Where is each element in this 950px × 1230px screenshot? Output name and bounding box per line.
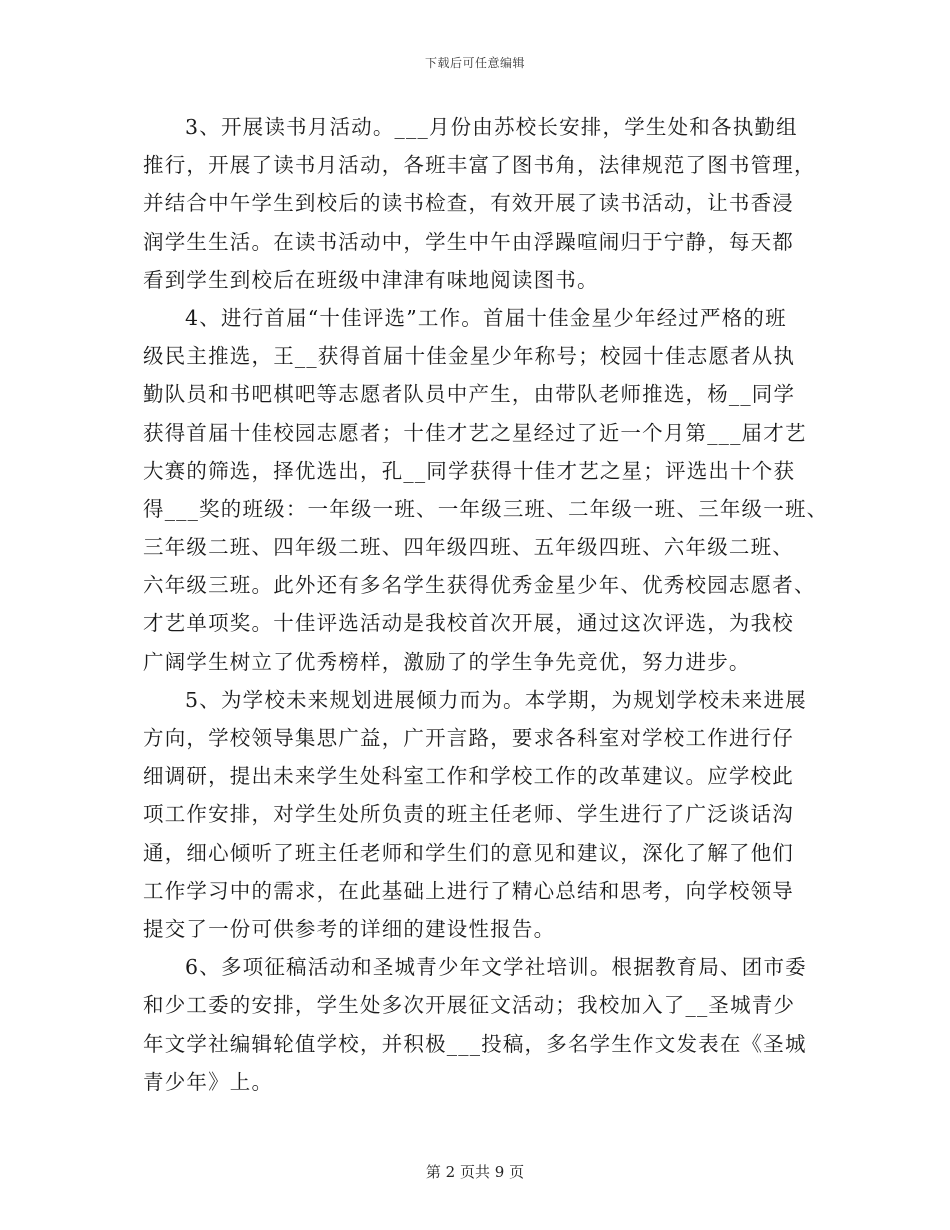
paragraph-line: 推行，开展了读书月活动，各班丰富了图书角，法律规范了图书管理， (143, 153, 816, 178)
paragraph-line: 才艺单项奖。十佳评选活动是我校首次开展，通过这次评选，为我校 (143, 611, 794, 636)
paragraph-line: 勤队员和书吧棋吧等志愿者队员中产生，由带队老师推选，杨__同学 (143, 382, 796, 407)
paragraph-item-4 (143, 299, 829, 681)
paragraph-item-6 (143, 948, 823, 1101)
document-body (143, 108, 829, 1101)
paragraph-line: 年文学社编辑轮值学校，并积极___投稿，多名学生作文发表在《圣城 (143, 1031, 807, 1056)
paragraph-line: 提交了一份可供参考的详细的建设性报告。 (143, 916, 556, 941)
paragraph-line: 细调研，提出未来学生处科室工作和学校工作的改革建议。应学校此 (143, 764, 794, 789)
page-number-footer: 第 2 页共 9 页 (425, 1163, 525, 1181)
paragraph-line: 看到学生到校后在班级中津津有味地阅读图书。 (143, 267, 599, 292)
page-header: 下载后可任意编辑 (424, 56, 525, 70)
paragraph-line: 广阔学生树立了优秀榜样，激励了的学生争先竞优，努力进步。 (143, 649, 751, 674)
paragraph-item-3 (143, 108, 823, 299)
paragraph-line: 通，细心倾听了班主任老师和学生们的意见和建议，深化了解了他们 (143, 840, 794, 865)
paragraph-line: 方向，学校领导集思广益，广开言路，要求各科室对学校工作进行仔 (143, 726, 794, 750)
paragraph-line: 六年级三班。此外还有多名学生获得优秀金星少年、优秀校园志愿者、 (143, 573, 816, 598)
paragraph-line: 和少工委的安排，学生处多次开展征文活动；我校加入了__圣城青少 (143, 993, 796, 1018)
paragraph-line: 级民主推选，王__获得首届十佳金星少年称号；校园十佳志愿者从执 (143, 344, 796, 369)
paragraph-line: 润学生生活。在读书活动中，学生中午由浮躁喧闹归于宁静，每天都 (143, 229, 794, 254)
paragraph-line: 3、开展读书月活动。___月份由苏校长安排，学生处和各执勤组 (185, 115, 798, 139)
paragraph-line: 三年级二班、四年级二班、四年级四班、五年级四班、六年级二班、 (143, 535, 794, 560)
paragraph-item-5 (143, 681, 823, 948)
paragraph-line: 并结合中午学生到校后的读书检查，有效开展了读书活动，让书香浸 (143, 191, 794, 216)
paragraph-line: 4、进行首届“十佳评选”工作。首届十佳金星少年经过严格的班 (185, 305, 787, 330)
paragraph-line: 工作学习中的需求，在此基础上进行了精心总结和思考，向学校领导 (143, 878, 794, 903)
paragraph-line: 得___奖的班级：一年级一班、一年级三班、二年级一班、三年级一班、 (143, 496, 829, 521)
paragraph-line: 5、为学校未来规划进展倾力而为。本学期，为规划学校未来进展 (185, 687, 807, 712)
paragraph-line: 项工作安排，对学生处所负责的班主任老师、学生进行了广泛谈话沟 (143, 802, 794, 827)
paragraph-line: 6、多项征稿活动和圣城青少年文学社培训。根据教育局、团市委 (185, 955, 807, 980)
paragraph-line: 获得首届十佳校园志愿者；十佳才艺之星经过了近一个月第___届才艺 (143, 420, 807, 445)
paragraph-line: 大赛的筛选，择优选出，孔__同学获得十佳才艺之星；评选出十个获 (143, 458, 796, 483)
paragraph-line: 青少年》上。 (143, 1069, 274, 1094)
